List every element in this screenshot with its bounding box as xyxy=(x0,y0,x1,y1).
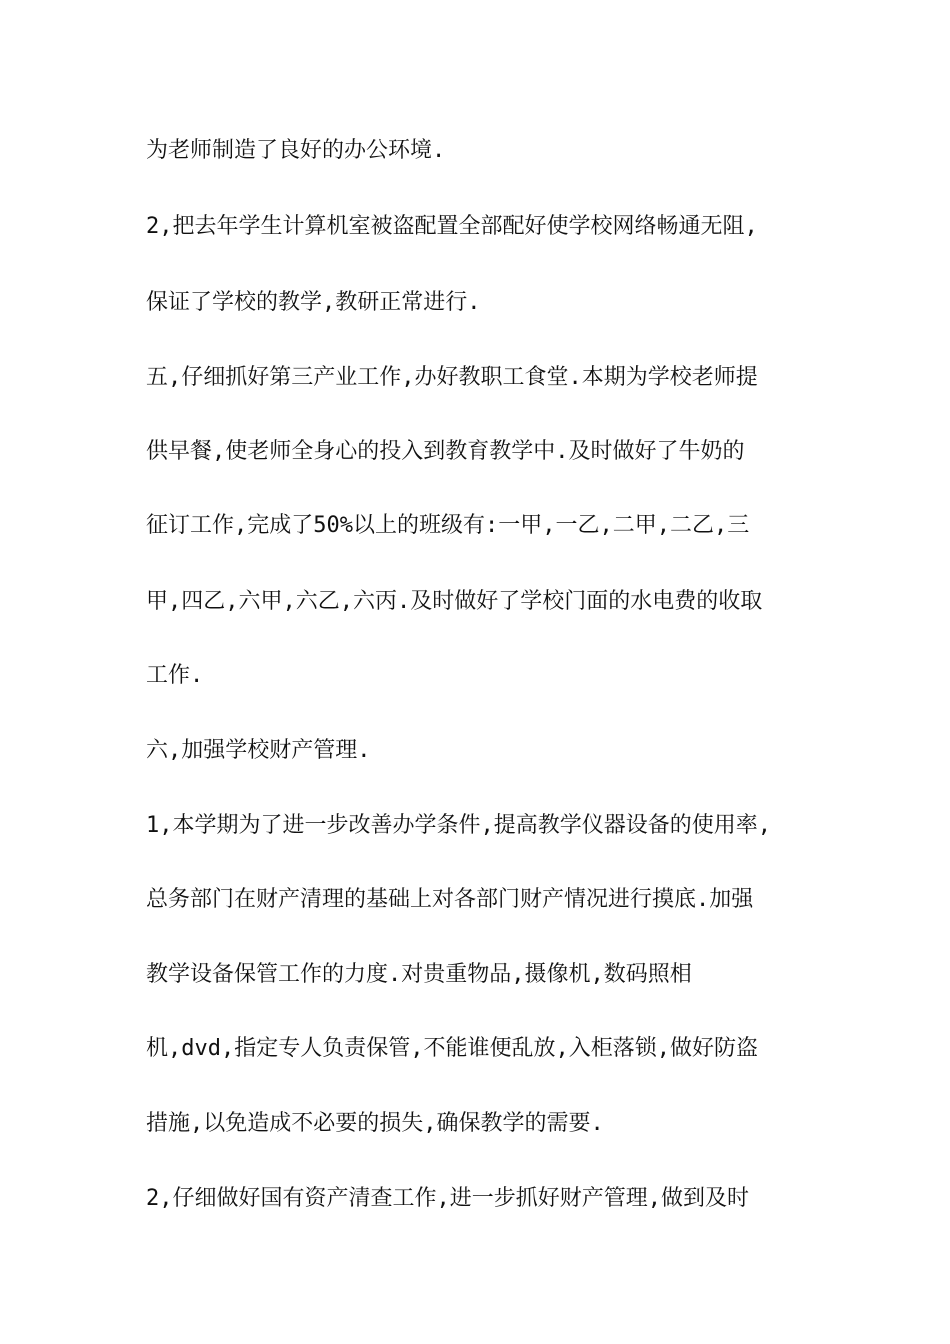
text-line-2: 2,把去年学生计算机室被盗配置全部配好使学校网络畅通无阻, xyxy=(146,214,758,239)
text-line-11: 总务部门在财产清理的基础上对各部门财产情况进行摸底.加强 xyxy=(146,887,754,912)
text-line-13: 机,dvd,指定专人负责保管,不能谁便乱放,入柜落锁,做好防盗 xyxy=(146,1036,758,1061)
text-line-7: 甲,四乙,六甲,六乙,六丙.及时做好了学校门面的水电费的收取 xyxy=(146,589,763,614)
text-line-14: 措施,以免造成不必要的损失,确保教学的需要. xyxy=(146,1111,604,1136)
text-line-8: 工作. xyxy=(146,663,204,688)
text-line-12: 教学设备保管工作的力度.对贵重物品,摄像机,数码照相 xyxy=(146,962,692,987)
text-line-15: 2,仔细做好国有资产清查工作,进一步抓好财产管理,做到及时 xyxy=(146,1186,749,1211)
text-line-10: 1,本学期为了进一步改善办学条件,提高教学仪器设备的使用率, xyxy=(146,813,771,838)
text-line-5: 供早餐,使老师全身心的投入到教育教学中.及时做好了牛奶的 xyxy=(146,439,745,464)
text-line-6: 征订工作,完成了50%以上的班级有:一甲,一乙,二甲,二乙,三 xyxy=(146,513,750,538)
text-line-3: 保证了学校的教学,教研正常进行. xyxy=(146,290,481,315)
text-line-9: 六,加强学校财产管理. xyxy=(146,738,371,763)
text-line-1: 为老师制造了良好的办公环境. xyxy=(146,138,446,163)
text-line-4: 五,仔细抓好第三产业工作,办好教职工食堂.本期为学校老师提 xyxy=(146,365,758,390)
